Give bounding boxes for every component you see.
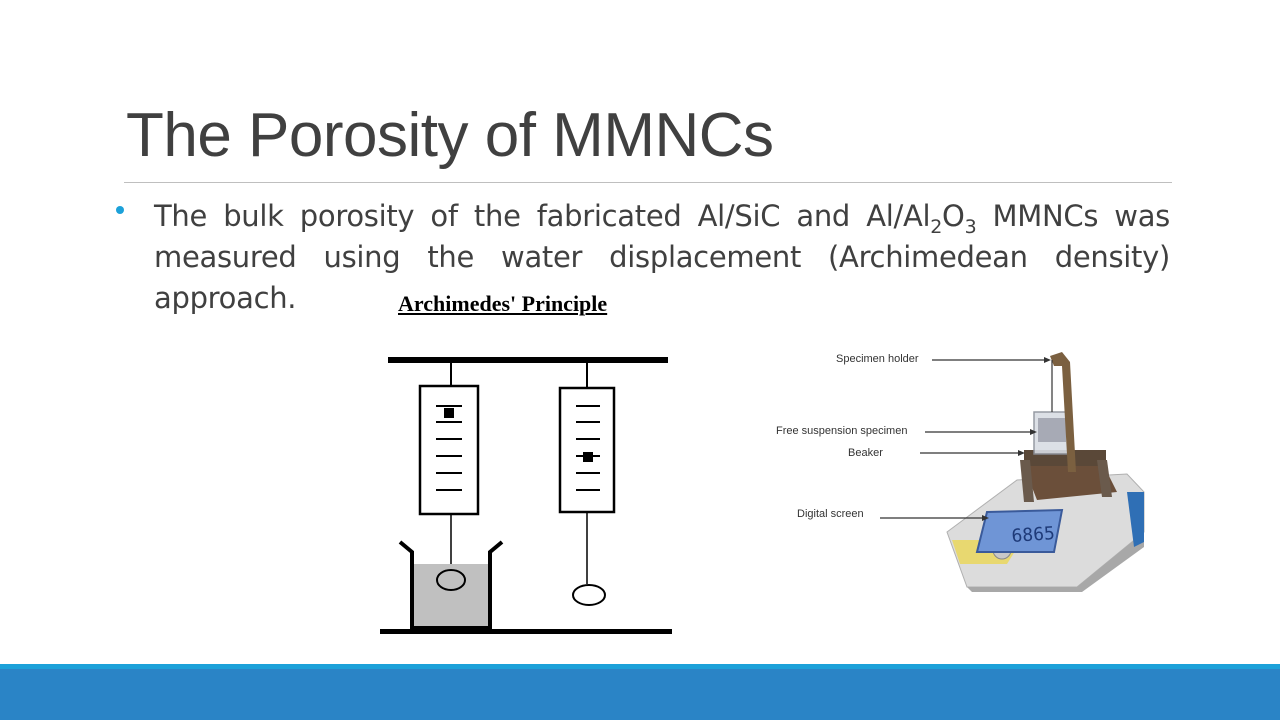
- archimedes-diagram: [378, 352, 678, 642]
- subscript-3: 3: [964, 215, 977, 238]
- label-free-suspension: Free suspension specimen: [776, 425, 908, 437]
- diagram-title: Archimedes' Principle: [398, 291, 608, 316]
- density-balance-photo: [772, 342, 1152, 592]
- base-bar: [380, 629, 672, 634]
- bullet-icon: [116, 206, 124, 214]
- slide-title: The Porosity of MMNCs: [126, 101, 774, 170]
- bullet-text: [154, 196, 1170, 319]
- label-beaker: Beaker: [848, 447, 883, 459]
- submerged-object: [437, 570, 465, 590]
- spring-scale-left: [420, 363, 478, 570]
- label-specimen-holder: Specimen holder: [836, 353, 919, 365]
- spring-scale-right: [560, 363, 614, 605]
- subscript-2: 2: [930, 215, 943, 238]
- bullet-text-part3: MMNCs was measured using the water displacement (Archimedean density) approach.: [154, 199, 1170, 315]
- hanging-object: [573, 585, 605, 605]
- screen-reading: 6865: [1010, 523, 1056, 547]
- footer-bar: [0, 669, 1280, 720]
- support-bar: [388, 357, 668, 363]
- title-divider: [124, 182, 1172, 183]
- bullet-text-part1: The bulk porosity of the fabricated Al/SiC and Al/Al: [154, 199, 931, 233]
- label-digital-screen: Digital screen: [797, 508, 864, 520]
- bullet-text-part2: O: [942, 199, 965, 233]
